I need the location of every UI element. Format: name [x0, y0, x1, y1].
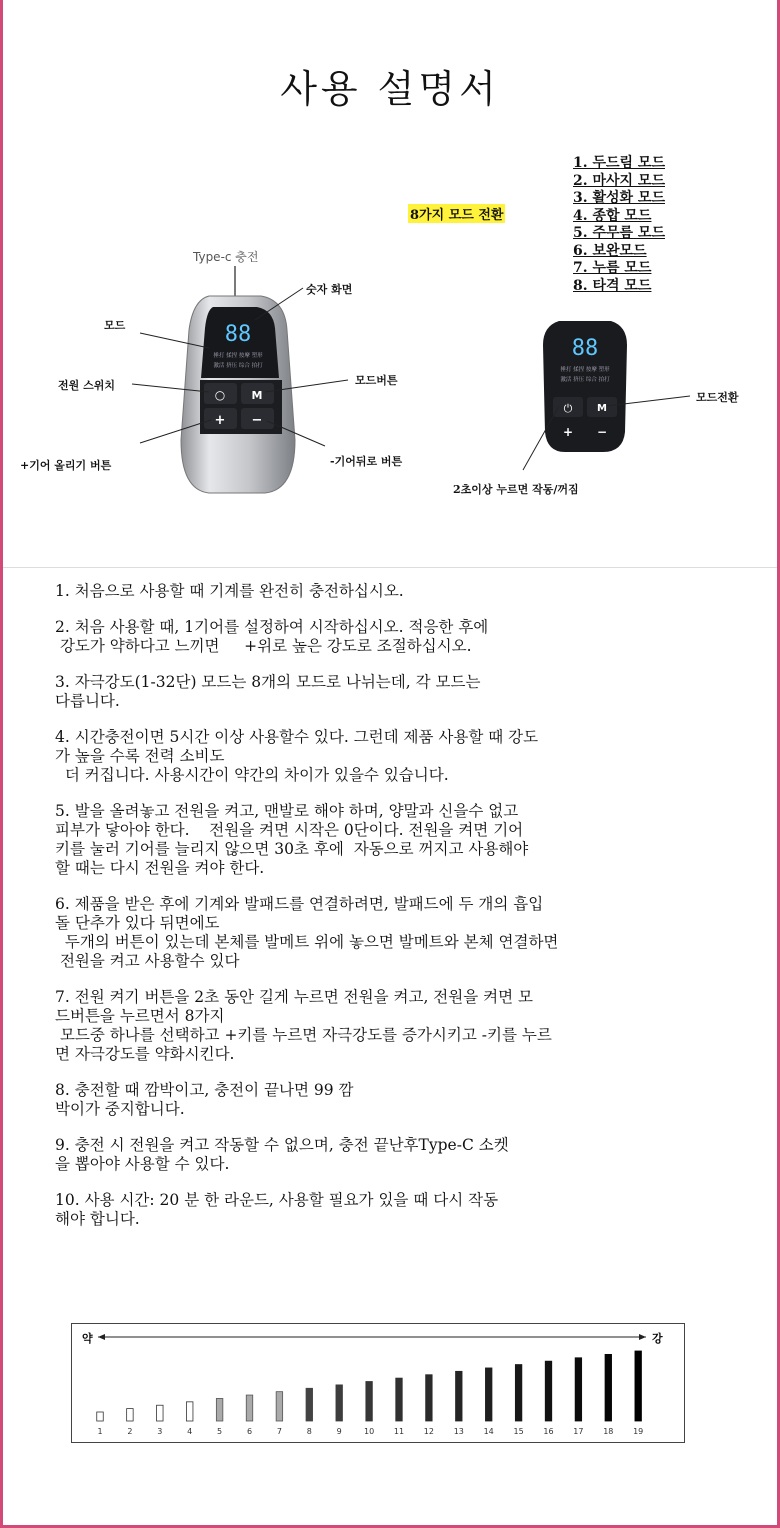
right-screen-line1: 捶打 揉捏 按摩 塑形 — [560, 367, 610, 373]
modes-header: 8가지 모드 전환 — [408, 204, 505, 223]
left-plus-icon: + — [214, 413, 226, 428]
label-mode-switch: 모드전환 — [696, 391, 739, 404]
label-plus-button: +기어 올리기 버튼 — [20, 459, 112, 472]
intensity-tick-label: 14 — [483, 1427, 494, 1436]
instruction-4: 4. 시간충전이면 5시간 이상 사용할수 있다. 그런데 제품 사용할 때 강도 가 높을 수록 전력 소비도 더 커집니다. 사용시간이 약간의 차이가 있을수 있습니다. — [55, 728, 539, 784]
intensity-bar — [127, 1409, 133, 1421]
intensity-bar — [97, 1412, 104, 1421]
intensity-tick-label: 9 — [336, 1427, 342, 1436]
page-title: 사용 설명서 — [280, 67, 500, 111]
device-right — [523, 321, 690, 470]
label-minus-button: -기어뒤로 버튼 — [330, 455, 403, 468]
mode-item: 5. 주무름 모드 — [573, 225, 665, 241]
intensity-tick-label: 18 — [603, 1427, 614, 1436]
label-power-hold: 2초이상 누르면 작동/꺼짐 — [453, 483, 579, 496]
mode-item: 6. 보완모드 — [573, 242, 647, 259]
intensity-bar — [575, 1358, 582, 1421]
section-divider — [3, 567, 777, 568]
mode-item: 7. 누름 모드 — [573, 260, 652, 276]
intensity-bar — [336, 1385, 343, 1421]
intensity-tick-label: 8 — [306, 1427, 312, 1436]
label-typec: Type-c 충전 — [193, 250, 259, 264]
instruction-5: 5. 발을 올려놓고 전원을 켜고, 맨발로 해야 하며, 양말과 신을수 없고 피부가 닿아야 한다. 전원을 켜면 시작은 0단이다. 전원을 켜면 기어 키를 눌러 기어를 늘리지 않으면 30초 후에 자동으로 꺼지고 사용해야 할 때는 다시 전원을 켜야 한다. — [55, 802, 529, 877]
intensity-tick-label: 13 — [453, 1427, 464, 1436]
intensity-bar — [366, 1382, 373, 1422]
intensity-tick-label: 15 — [513, 1427, 524, 1436]
intensity-tick-label: 4 — [187, 1427, 193, 1436]
chart-right-label: 강 — [652, 1332, 663, 1345]
instruction-8: 8. 충전할 때 깜박이고, 충전이 끝나면 99 깜 박이가 중지합니다. — [55, 1081, 354, 1118]
label-display: 숫자 화면 — [306, 283, 353, 296]
intensity-bar — [605, 1354, 612, 1421]
chart-left-label: 약 — [82, 1332, 93, 1345]
intensity-tick-label: 6 — [246, 1427, 253, 1436]
left-screen-line2: 激活 挤压 综合 拍打 — [213, 363, 263, 369]
intensity-tick-label: 11 — [393, 1427, 405, 1436]
instruction-1: 1. 처음으로 사용할 때 기계를 완전히 충전하십시오. — [55, 582, 404, 600]
left-screen-digits: 88 — [224, 322, 252, 347]
label-mode: 모드 — [104, 319, 126, 332]
mode-item: 1. 두드림 모드 — [573, 155, 665, 171]
intensity-tick-label: 10 — [364, 1427, 375, 1436]
left-minus-icon: − — [251, 413, 263, 428]
right-screen-digits: 88 — [571, 336, 599, 361]
instruction-3: 3. 자극강도(1-32단) 모드는 8개의 모드로 나뉘는데, 각 모드는 다릅니다. — [55, 673, 481, 710]
intensity-tick-label: 2 — [127, 1427, 133, 1436]
instructions — [55, 582, 755, 1229]
intensity-bar — [485, 1368, 492, 1421]
intensity-bar — [635, 1351, 642, 1421]
mode-item: 4. 종합 모드 — [573, 207, 652, 224]
instruction-6: 6. 제품을 받은 후에 기계와 발패드를 연결하려면, 발패드에 두 개의 흡입 돌 단추가 있다 뒤면에도 두개의 버튼이 있는데 본체를 발메트 위에 놓으면 발메트와 본체 연결하면 전원을 켜고 사용할수 있다 — [55, 895, 559, 970]
label-mode-button: 모드버튼 — [355, 374, 398, 387]
instruction-2: 2. 처음 사용할 때, 1기어를 설정하여 시작하십시오. 적응한 후에 강도가 약하다고 느끼면 +위로 높은 강도로 조절하십시오. — [55, 618, 489, 655]
intensity-bar — [186, 1402, 193, 1421]
right-power-icon: ⏻ — [563, 402, 573, 415]
left-screen-line1: 捶打 揉捏 按摩 塑形 — [213, 353, 263, 359]
right-plus-icon: + — [562, 425, 574, 439]
intensity-tick-label: 7 — [276, 1427, 282, 1436]
intensity-bar — [246, 1395, 253, 1421]
device-diagram — [3, 0, 777, 567]
mode-item: 3. 활성화 모드 — [573, 190, 665, 206]
left-power-icon: ○ — [214, 388, 226, 402]
intensity-bar — [276, 1392, 283, 1421]
intensity-bar — [157, 1405, 164, 1421]
mode-item: 2. 마사지 모드 — [573, 172, 665, 189]
label-power-switch: 전원 스위치 — [58, 379, 115, 392]
intensity-tick-label: 12 — [423, 1427, 434, 1436]
top-section — [3, 0, 777, 567]
intensity-bar — [426, 1375, 433, 1421]
intensity-tick-label: 5 — [217, 1427, 223, 1436]
intensity-bar — [545, 1361, 552, 1421]
intensity-bar — [515, 1365, 522, 1421]
right-minus-icon: − — [596, 425, 608, 439]
device-left — [132, 266, 348, 493]
intensity-bar — [306, 1388, 313, 1421]
mode-item: 8. 타격 모드 — [573, 277, 652, 294]
intensity-tick-label: 16 — [543, 1427, 554, 1436]
intensity-bar — [396, 1378, 403, 1421]
right-screen-line2: 激活 挤压 综合 拍打 — [560, 377, 610, 383]
intensity-chart-svg — [72, 1324, 684, 1442]
instruction-7: 7. 전원 켜기 버튼을 2초 동안 길게 누르면 전원을 켜고, 전원을 켜면 모 드버튼을 누르면서 8가지 모드중 하나를 선택하고 +키를 누르면 자극강도를 증가시키고 -키를 누르 면 자극강도를 약화시킨다. — [55, 988, 552, 1063]
right-m-icon: M — [597, 403, 607, 414]
left-m-icon: M — [251, 389, 263, 402]
intensity-bar — [456, 1371, 463, 1421]
intensity-tick-label: 17 — [573, 1427, 584, 1436]
intensity-tick-label: 3 — [157, 1427, 163, 1436]
intensity-chart — [71, 1323, 685, 1443]
intensity-bar — [216, 1398, 223, 1421]
intensity-tick-label: 1 — [97, 1427, 103, 1436]
instruction-9: 9. 충전 시 전원을 켜고 작동할 수 없으며, 충전 끝난후Type-C 소켓 을 뽑아야 사용할 수 있다. — [55, 1136, 509, 1173]
intensity-tick-label: 19 — [633, 1427, 644, 1436]
instruction-10: 10. 사용 시간: 20 분 한 라운드, 사용할 필요가 있을 때 다시 작동 해야 합니다. — [55, 1191, 499, 1228]
